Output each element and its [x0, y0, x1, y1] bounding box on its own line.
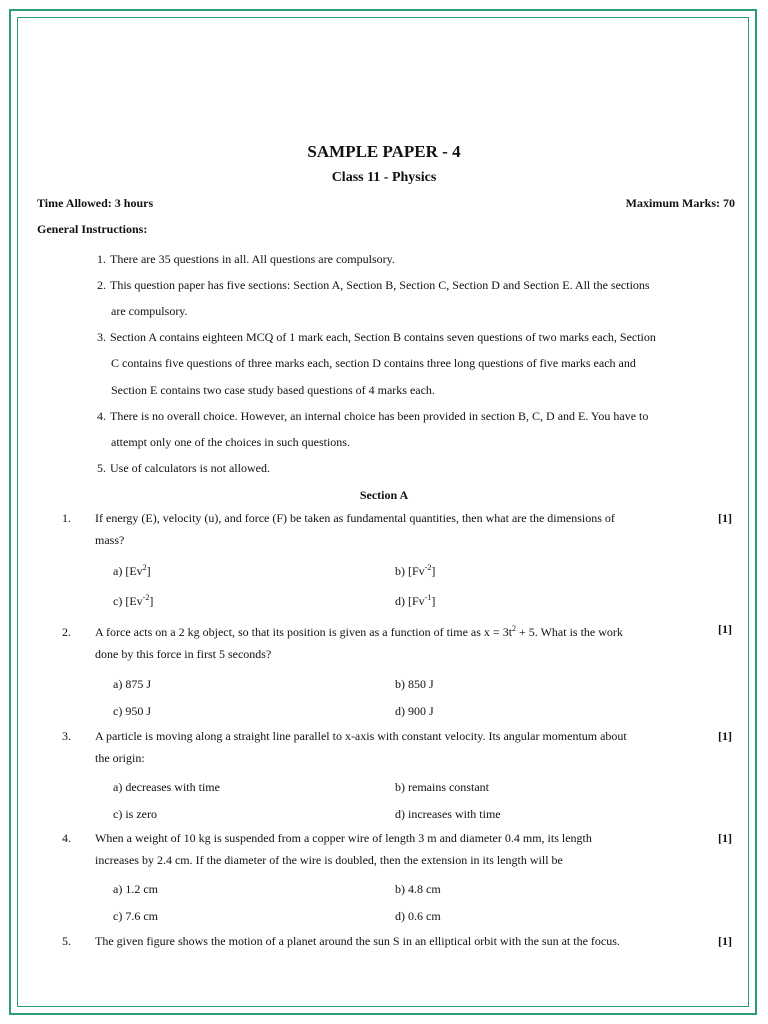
instruction-item: 1. There are 35 questions in all. All questions are compulsory.	[97, 252, 395, 266]
instruction-item: 3. Section A contains eighteen MCQ of 1 mark each, Section B contains seven questions of two marks each, Section	[97, 330, 656, 344]
question-text: If energy (E), velocity (u), and force (F) be taken as fundamental quantities, then what are the dimensions of	[95, 511, 615, 525]
question-number: 5.	[62, 934, 71, 948]
instruction-item: 5. Use of calculators is not allowed.	[97, 461, 270, 475]
instruction-continuation: attempt only one of the choices in such questions.	[111, 435, 350, 449]
question-text: When a weight of 10 kg is suspended from a copper wire of length 3 m and diameter 0.4 mm, its length	[95, 831, 592, 845]
paper-subtitle: Class 11 - Physics	[331, 170, 437, 185]
option-b: b) $[Fv^{-2}]$	[395, 563, 436, 578]
question-number: 4.	[62, 831, 71, 845]
question-marks: [1]	[718, 831, 732, 845]
option-b: b) 850 J	[395, 677, 434, 691]
instructions-heading: General Instructions:	[37, 222, 148, 236]
time-allowed: Time Allowed: 3 hours	[37, 196, 154, 210]
instruction-continuation: C contains five questions of three marks each, section D contains three long questions of five marks each and	[111, 356, 636, 370]
option-c: c) 7.6 cm	[113, 909, 158, 923]
option-a: a) [Ev$^2$]	[113, 563, 151, 578]
question-marks: [1]	[718, 934, 732, 948]
option-c: c) $[Ev^{-2}]$	[113, 593, 154, 608]
instruction-item: 4. There is no overall choice. However, an internal choice has been provided in section B, C, D and E. You have to	[97, 409, 649, 423]
question-text: A force acts on a 2 kg object, so that its position is given as a function of time as $x = 3t^2 + 5$. What is the work	[95, 624, 623, 639]
option-a: a) 1.2 cm	[113, 882, 158, 896]
question-marks: [1]	[718, 622, 732, 636]
option-d: d) 900 J	[395, 704, 434, 718]
option-b: b) 4.8 cm	[395, 882, 441, 896]
question-marks: [1]	[718, 511, 732, 525]
option-b: b) remains constant	[395, 780, 489, 794]
paper-title: SAMPLE PAPER - 4	[307, 142, 461, 161]
option-d: d) increases with time	[395, 807, 501, 821]
question-marks: [1]	[718, 729, 732, 743]
section-heading: Section A	[359, 488, 409, 502]
question-text: The given figure shows the motion of a planet around the sun S in an elliptical orbit with the sun at the focus.	[95, 934, 620, 948]
option-a: a) decreases with time	[113, 780, 220, 794]
option-c: c) 950 J	[113, 704, 151, 718]
option-c: c) is zero	[113, 807, 157, 821]
option-d: d) 0.6 cm	[395, 909, 441, 923]
maximum-marks: Maximum Marks: 70	[625, 196, 735, 210]
option-d: d) $[Fv^{-1}]$	[395, 593, 436, 608]
instruction-item: 2. This question paper has five sections: Section A, Section B, Section C, Section D and Section E. All the sections	[97, 278, 650, 292]
instruction-continuation: are compulsory.	[111, 304, 188, 318]
question-number: 3.	[62, 729, 71, 743]
question-text-continuation: mass?	[95, 533, 125, 547]
question-text-continuation: the origin:	[95, 751, 145, 765]
instruction-continuation: Section E contains two case study based questions of 4 marks each.	[111, 383, 435, 397]
question-text-continuation: increases by 2.4 cm. If the diameter of the wire is doubled, then the extension in its length will be	[95, 853, 563, 867]
question-text: A particle is moving along a straight line parallel to x-axis with constant velocity. Its angular momentum about	[95, 729, 627, 743]
question-number: 2.	[62, 625, 71, 639]
option-a: a) 875 J	[113, 677, 151, 691]
question-number: 1.	[62, 511, 71, 525]
question-text-continuation: done by this force in first 5 seconds?	[95, 647, 272, 661]
